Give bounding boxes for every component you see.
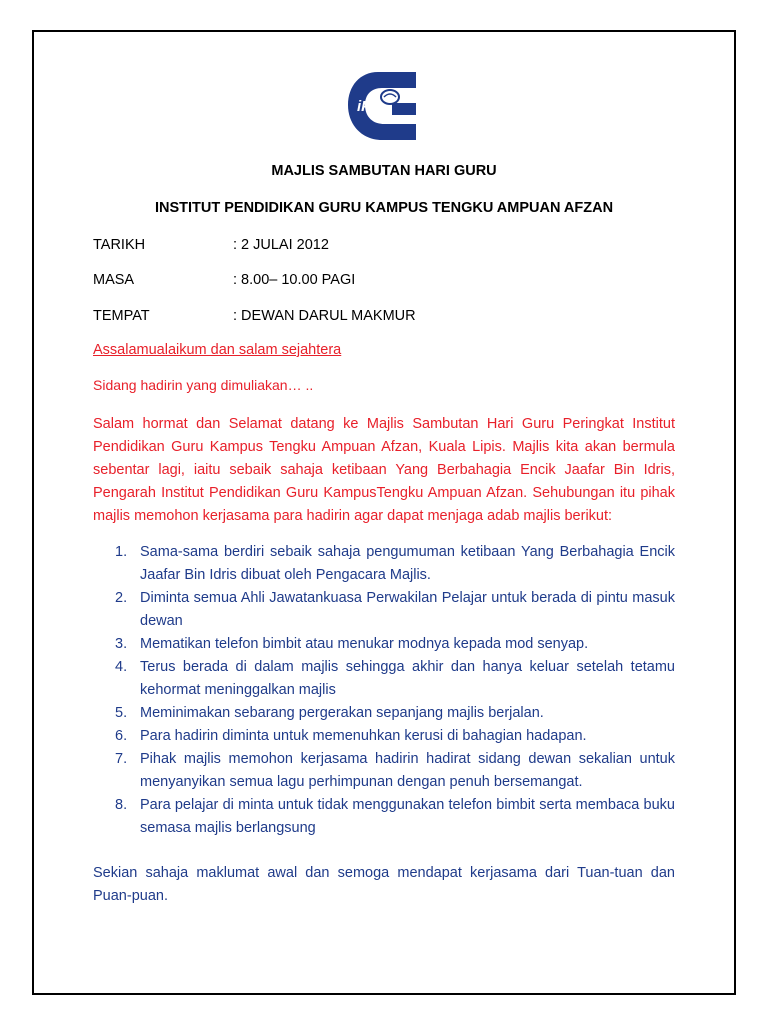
list-item [93, 702, 675, 725]
list-text: Mematikan telefon bimbit atau menukar modnya kepada mod senyap. [140, 636, 589, 652]
ipg-logo-icon [346, 70, 418, 142]
rules-list [93, 541, 675, 840]
title-majlis: MAJLIS SAMBUTAN HARI GURU [271, 163, 497, 179]
detail-label: MASA [93, 272, 135, 288]
list-text: Para pelajar di minta untuk tidak menggunakan telefon bimbit serta membaca buku semasa majlis berlangsung [140, 797, 675, 836]
list-number: 2. [115, 590, 128, 606]
list-text: Diminta semua Ahli Jawatankuasa Perwakilan Pelajar untuk berada di pintu masuk dewan [140, 590, 675, 629]
list-number: 1. [115, 544, 128, 560]
list-text: Sama-sama berdiri sebaik sahaja pengumuman ketibaan Yang Berbahagia Encik Jaafar Bin Idris dibuat oleh Pengacara Majlis. [140, 544, 675, 583]
detail-label: TEMPAT [93, 308, 150, 324]
list-item [93, 748, 675, 794]
detail-value: : 8.00– 10.00 PAGI [233, 272, 356, 288]
detail-row-tarikh [93, 237, 329, 253]
list-number: 7. [115, 751, 128, 767]
list-number: 5. [115, 705, 128, 721]
list-number: 8. [115, 797, 128, 813]
detail-label: TARIKH [93, 237, 146, 253]
list-number: 4. [115, 659, 128, 675]
list-item [93, 794, 675, 840]
list-item [93, 725, 675, 748]
list-number: 6. [115, 728, 128, 744]
closing-paragraph: Sekian sahaja maklumat awal dan semoga mendapat kerjasama dari Tuan-tuan dan Puan-puan. [93, 865, 675, 904]
sidang-text: Sidang hadirin yang dimuliakan… .. [93, 377, 314, 393]
list-item [93, 587, 675, 633]
detail-row-tempat [93, 308, 416, 324]
list-item [93, 633, 675, 656]
title-institut: INSTITUT PENDIDIKAN GURU KAMPUS TENGKU AMPUAN AFZAN [154, 200, 614, 216]
logo-text: iPG [357, 98, 383, 115]
list-item [93, 541, 675, 587]
detail-row-masa [93, 272, 355, 288]
detail-value: : 2 JULAI 2012 [233, 237, 329, 253]
list-number: 3. [115, 636, 128, 652]
greeting: Assalamualaikum dan salam sejahtera [93, 342, 342, 358]
list-text: Terus berada di dalam majlis sehingga akhir dan hanya keluar setelah tetamu kehormat meninggalkan majlis [140, 659, 675, 698]
list-text: Pihak majlis memohon kerjasama hadirin hadirat sidang dewan sekalian untuk menyanyikan semua lagu perhimpunan dengan penuh bersemangat. [140, 751, 675, 790]
list-item [93, 656, 675, 702]
intro-paragraph: Salam hormat dan Selamat datang ke Majlis Sambutan Hari Guru Peringkat Institut Pendidikan Guru Kampus Tengku Ampuan Afzan, Kuala Lipis. Majlis kita akan bermula sebentar lagi, iaitu sebaik sahaja ketibaan Yang Berbahagia Encik Jaafar Bin Idris, Pengarah Institut Pendidikan Guru KampusTengku Ampuan Afzan. Sehubungan itu pihak majlis memohon kerjasama para hadirin agar dapat menjaga adab majlis berikut: [93, 416, 675, 524]
detail-value: : DEWAN DARUL MAKMUR [233, 308, 416, 324]
list-text: Meminimakan sebarang pergerakan sepanjang majlis berjalan. [140, 705, 544, 721]
list-text: Para hadirin diminta untuk memenuhkan kerusi di bahagian hadapan. [140, 728, 587, 744]
